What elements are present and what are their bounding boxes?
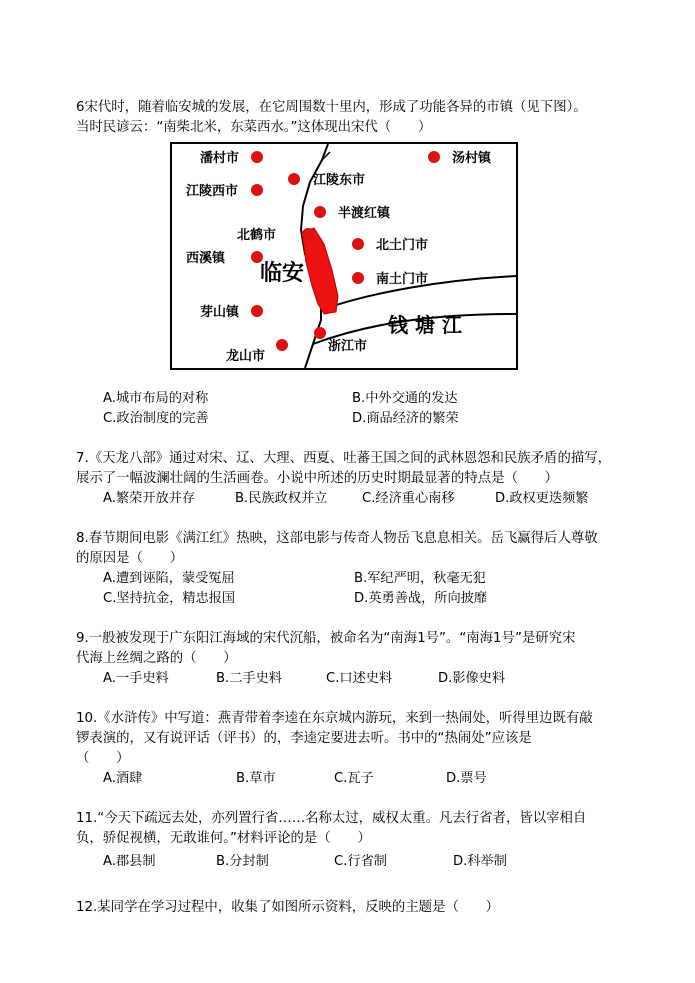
town-label-pancun: 潘村市 [200, 151, 240, 166]
q9-option-a[interactable]: A.一手史料 [103, 671, 169, 686]
town-dot-jianglingxi [251, 184, 263, 196]
town-dot-zhejiang [314, 327, 326, 339]
q8-option-a[interactable]: A.遭到诬陷，蒙受冤屈 [103, 571, 235, 586]
town-label-jianglingdong: 江陵东市 [313, 173, 366, 188]
qiantang-river-label: 钱 塘 江 [388, 313, 462, 337]
q11-option-c[interactable]: C.行省制 [334, 854, 387, 869]
town-label-beihe: 北鹤市 [237, 228, 277, 243]
linan-city-label: 临安 [260, 260, 305, 286]
q6-option-c[interactable]: C.政治制度的完善 [103, 411, 209, 426]
town-label-yashan: 芽山镇 [200, 305, 240, 320]
q9-stem-line1: 9.一般被发现于广东阳江海域的宋代沉船，被命名为“南海1号”。“南海1号”是研究宋 [76, 631, 576, 646]
q8-option-b[interactable]: B.军纪严明，秋毫无犯 [354, 571, 486, 586]
q11-option-b[interactable]: B.分封制 [216, 854, 269, 869]
q10-option-c[interactable]: C.瓦子 [334, 771, 374, 786]
town-label-zhejiang: 浙江市 [328, 339, 368, 354]
town-dot-xixi [251, 251, 263, 263]
q9-option-c[interactable]: C.口述史料 [326, 671, 393, 686]
q10-stem-line2: 锣表演的，又有说评话（评书）的，李逵定要进去听。书中的“热闹处”应该是 [76, 731, 532, 746]
q8-option-d[interactable]: D.英勇善战，所向披靡 [354, 591, 488, 606]
q6-stem-line2: 当时民谚云：“南柴北米，东菜西水。”这体现出宋代（ ） [76, 120, 432, 135]
q6-stem-line1: 6宋代时，随着临安城的发展，在它周围数十里内，形成了功能各异的市镇（见下图）。 [76, 100, 587, 115]
town-dot-beitumen [352, 238, 364, 250]
town-dot-jianglingdong [288, 173, 300, 185]
town-dot-yashan [251, 305, 263, 317]
town-label-jianglingxi: 江陵西市 [186, 184, 239, 199]
q8-stem-line2: 的原因是（ ） [76, 551, 184, 566]
town-dot-beihe [302, 228, 314, 240]
town-label-banduhong: 半渡红镇 [338, 206, 391, 221]
town-dot-tangcun [428, 151, 440, 163]
q10-stem-line3: （ ） [76, 751, 130, 766]
q11-option-a[interactable]: A.郡县制 [103, 854, 156, 869]
q7-stem-line1: 7.《天龙八部》通过对宋、辽、大理、西夏、吐蕃王国之间的武林恩怨和民族矛盾的描写， [76, 451, 612, 466]
q11-stem-line2: 负，骄促视横，无敢谁何。”材料评论的是（ ） [76, 831, 371, 846]
q7-option-c[interactable]: C.经济重心南移 [362, 491, 455, 506]
q6-option-a[interactable]: A.城市布局的对称 [103, 391, 209, 406]
q10-option-b[interactable]: B.草市 [236, 771, 276, 786]
q8-stem-line1: 8.春节期间电影《满江红》热映，这部电影与传奇人物岳飞息息相关。岳飞赢得后人尊敬 [76, 531, 598, 546]
town-label-nantumen: 南土门市 [376, 272, 429, 287]
q7-stem-line2: 展示了一幅波澜壮阔的生活画卷。小说中所述的历史时期最显著的特点是（ ） [76, 471, 559, 486]
town-label-tangcun: 汤村镇 [452, 151, 492, 166]
town-dot-longshan [276, 339, 288, 351]
q12-stem-line1: 12.某同学在学习过程中，收集了如图所示资料，反映的主题是（ ） [76, 900, 500, 915]
q11-option-d[interactable]: D.科举制 [453, 854, 507, 869]
q9-option-b[interactable]: B.二手史料 [216, 671, 282, 686]
town-dot-pancun [251, 151, 263, 163]
q8-option-c[interactable]: C.坚持抗金，精忠报国 [103, 591, 236, 606]
linan-market-towns-map [170, 142, 518, 370]
q6-option-b[interactable]: B.中外交通的发达 [352, 391, 458, 406]
q10-stem-line1: 10.《水浒传》中写道：燕青带着李逵在东京城内游玩，来到一热闹处，听得里边既有敲 [76, 711, 593, 726]
q7-option-b[interactable]: B.民族政权并立 [235, 491, 328, 506]
q7-option-d[interactable]: D.政权更迭频繁 [495, 491, 589, 506]
town-dot-banduhong [314, 206, 326, 218]
town-label-longshan: 龙山市 [226, 349, 266, 364]
town-dot-nantumen [352, 272, 364, 284]
linan-city-shape [302, 228, 338, 314]
q9-stem-line2: 代海上丝绸之路的（ ） [76, 651, 237, 666]
map-drawing [172, 144, 516, 368]
q6-option-d[interactable]: D.商品经济的繁荣 [352, 411, 459, 426]
town-label-xixi: 西溪镇 [186, 251, 226, 266]
q11-stem-line1: 11.“今天下疏远去处，亦列置行省……名称太过，威权太重。凡去行省者，皆以宰相自 [76, 811, 587, 826]
q7-option-a[interactable]: A.繁荣开放并存 [103, 491, 196, 506]
q9-option-d[interactable]: D.影像史料 [438, 671, 506, 686]
q10-option-d[interactable]: D.票号 [446, 771, 487, 786]
town-label-beitumen: 北土门市 [376, 238, 429, 253]
q10-option-a[interactable]: A.酒肆 [103, 771, 143, 786]
